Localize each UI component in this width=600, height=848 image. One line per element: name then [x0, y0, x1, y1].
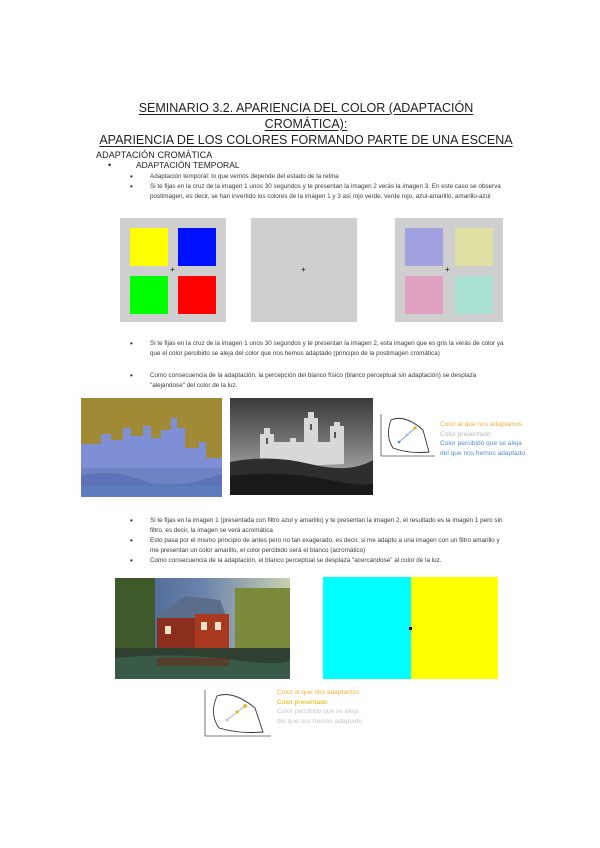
- bullet-bottom-3: • Como consecuencia de la adaptación, el blanco perceptual se desplaza "acercándose" al color de la luz.: [150, 556, 510, 566]
- fixation-dot: [409, 627, 412, 630]
- chromaticity-diagram-icon: [203, 688, 273, 738]
- legend-1: [440, 420, 525, 458]
- afterimage-mint-square: [455, 276, 493, 314]
- color-squares-panel: [120, 218, 226, 322]
- legend-2-item-1: Color al que nos adaptamos: [277, 689, 360, 696]
- legend-1-item-3: Color percibido que se aleja: [440, 440, 522, 448]
- title-line-1: SEMINARIO 3.2. APARIENCIA DEL COLOR (ADAPTACIÓN CROMÁTICA):: [138, 101, 474, 131]
- bullet-bottom-2: • Esto pasa por el mismo principio de antes pero no tan exagerado, es decir, si me adapto a una imagen con un filtro amarillo y me presentan un color amarillo, el color percibido será el blanco (acromático): [150, 536, 510, 555]
- bullet-bottom-1: • Si te fijas en la imagen 1 (presentada con filtro azul y amarillo) y te presentan la imagen 2, el resultado es la imagen 1 pero sin filtro, es decir, la imagen se verá acromática: [150, 516, 510, 535]
- legend-2-item-3: Color percibido que se aleja: [277, 708, 359, 716]
- fixation-cross: +: [445, 265, 450, 274]
- legend-2: [277, 688, 362, 726]
- bullet-mid-2: • Como consecuencia de la adaptación, la percepción del blanco físico (blanco perceptual sin adaptación) se desplaza "alejándose" del color de la luz.: [150, 371, 510, 390]
- legend-2-item-4: del que nos hemos adaptado: [277, 717, 363, 725]
- legend-2-item-2: Color presentado: [277, 698, 328, 706]
- afterimage-panel: [395, 218, 503, 322]
- title-line-2: APARIENCIA DE LOS COLORES FORMANDO PARTE DE UNA ESCENA: [99, 133, 513, 147]
- yellow-square: [130, 228, 168, 266]
- cyan-yellow-panel: [323, 577, 498, 679]
- legend-1-item-4: del que nos hemos adaptado: [440, 449, 526, 457]
- castle-bw-photo: [230, 398, 373, 495]
- fixation-cross: +: [170, 265, 175, 274]
- legend-1-item-2: Color presentado: [440, 430, 491, 438]
- afterimage-yellow-square: [455, 228, 493, 266]
- afterimage-pink-square: [405, 276, 443, 314]
- bullet-top-2: • Si te fijas en la cruz de la imagen 1 unos 30 segundos y te presentan la imagen 2 verás la imagen 3. En este caso se observa postimagen, es decir, se han invertido los colores de la imagen 1 y 3 así rojo verde, verde rojo, azul-amarillo, amarillo-azul: [150, 182, 510, 201]
- subsection-heading: • ADAPTACIÓN TEMPORAL: [136, 160, 240, 170]
- green-square: [130, 276, 168, 314]
- gray-panel: [251, 218, 357, 322]
- bullet-mid-1: • Si te fijas en la cruz de la imagen 1 unos 30 segundos y te presentan la imagen 2, esta imagen que es gris la verás de color ya que el color percibido se aleja del color que nos hemos adaptado (principio de la postimagen cromática): [150, 339, 510, 358]
- bullet-top-1: • Adaptación temporal: lo que vemos depende del estado de la retina: [150, 172, 510, 182]
- page-title: [96, 100, 516, 148]
- blue-square: [178, 228, 216, 266]
- fixation-cross: +: [301, 265, 306, 274]
- yellow-half: [411, 577, 498, 679]
- afterimage-blue-square: [405, 228, 443, 266]
- barn-photo: [115, 578, 290, 679]
- cyan-half: [323, 577, 411, 679]
- section-heading: ADAPTACIÓN CROMÁTICA: [96, 150, 213, 160]
- chromaticity-diagram-icon: [379, 412, 437, 458]
- legend-1-item-1: Color al que nos adaptamos: [440, 421, 523, 428]
- castle-tinted-photo: [81, 398, 222, 497]
- red-square: [178, 276, 216, 314]
